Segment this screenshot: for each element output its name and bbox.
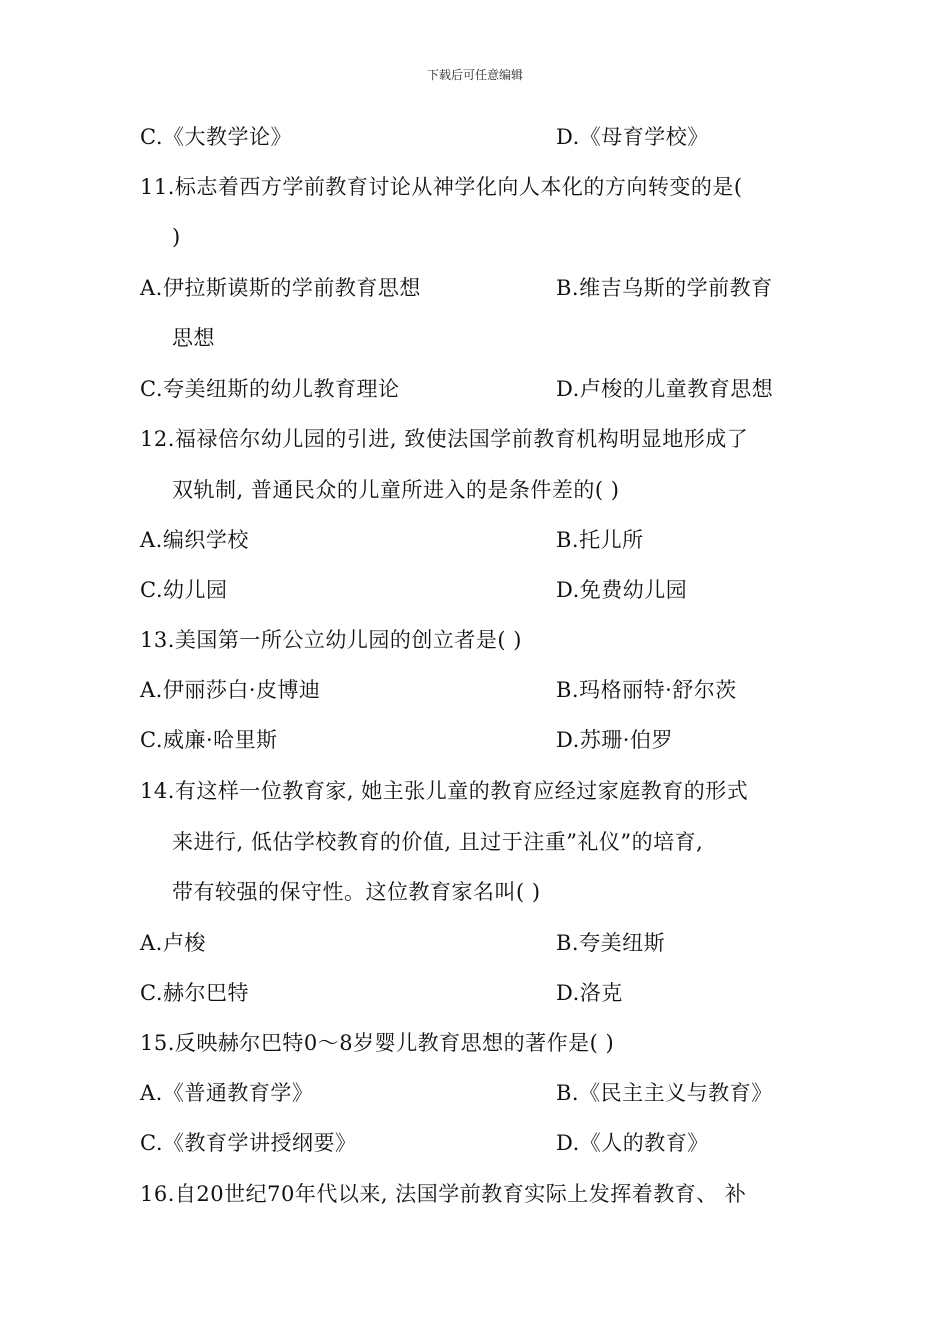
answer-option: C.夸美纽斯的幼儿教育理论 bbox=[140, 377, 400, 401]
answer-option: B.维吉乌斯的学前教育 bbox=[556, 276, 773, 300]
question-stem: 16.自20世纪70年代以来, 法国学前教育实际上发挥着教育、 补 bbox=[140, 1182, 747, 1206]
answer-option: A.《普通教育学》 bbox=[140, 1081, 314, 1105]
answer-option: D.免费幼儿园 bbox=[556, 578, 688, 602]
answer-option: C.幼儿园 bbox=[140, 578, 228, 602]
continuation-line: 来进行, 低估学校教育的价值, 且过于注重”礼仪”的培育, bbox=[172, 830, 704, 854]
question-stem: 14.有这样一位教育家, 她主张儿童的教育应经过家庭教育的形式 bbox=[140, 779, 749, 803]
answer-option: C.威廉·哈里斯 bbox=[140, 728, 278, 752]
page-header: 下载后可任意编辑 bbox=[426, 68, 523, 82]
answer-option: A.伊丽莎白·皮博迪 bbox=[140, 678, 321, 702]
answer-option: B.玛格丽特·舒尔茨 bbox=[556, 678, 737, 702]
answer-option: A.卢梭 bbox=[140, 931, 206, 955]
question-stem: 13.美国第一所公立幼儿园的创立者是( ) bbox=[140, 628, 522, 652]
continuation-line: 思想 bbox=[172, 326, 215, 350]
answer-option: D.卢梭的儿童教育思想 bbox=[556, 377, 774, 401]
continuation-line: 带有较强的保守性。这位教育家名叫( ) bbox=[172, 880, 541, 904]
answer-option: D.洛克 bbox=[556, 981, 623, 1005]
answer-option: B.《民主主义与教育》 bbox=[556, 1081, 773, 1105]
question-stem: 15.反映赫尔巴特0～8岁婴儿教育思想的著作是( ) bbox=[140, 1031, 615, 1055]
answer-option: D.苏珊·伯罗 bbox=[556, 728, 673, 752]
question-stem: 12.福禄倍尔幼儿园的引进, 致使法国学前教育机构明显地形成了 bbox=[140, 427, 749, 451]
answer-option: C.《教育学讲授纲要》 bbox=[140, 1131, 357, 1155]
continuation-line: ) bbox=[172, 225, 181, 249]
answer-option: B.夸美纽斯 bbox=[556, 931, 666, 955]
answer-option: A.编织学校 bbox=[140, 528, 249, 552]
answer-option: C.《大教学论》 bbox=[140, 125, 292, 149]
answer-option: D.《母育学校》 bbox=[556, 125, 709, 149]
answer-option: C.赫尔巴特 bbox=[140, 981, 249, 1005]
question-stem: 11.标志着西方学前教育讨论从神学化向人本化的方向转变的是( bbox=[140, 175, 743, 199]
continuation-line: 双轨制, 普通民众的儿童所进入的是条件差的( ) bbox=[172, 478, 620, 502]
answer-option: B.托儿所 bbox=[556, 528, 644, 552]
answer-option: D.《人的教育》 bbox=[556, 1131, 709, 1155]
answer-option: A.伊拉斯谟斯的学前教育思想 bbox=[140, 276, 421, 300]
